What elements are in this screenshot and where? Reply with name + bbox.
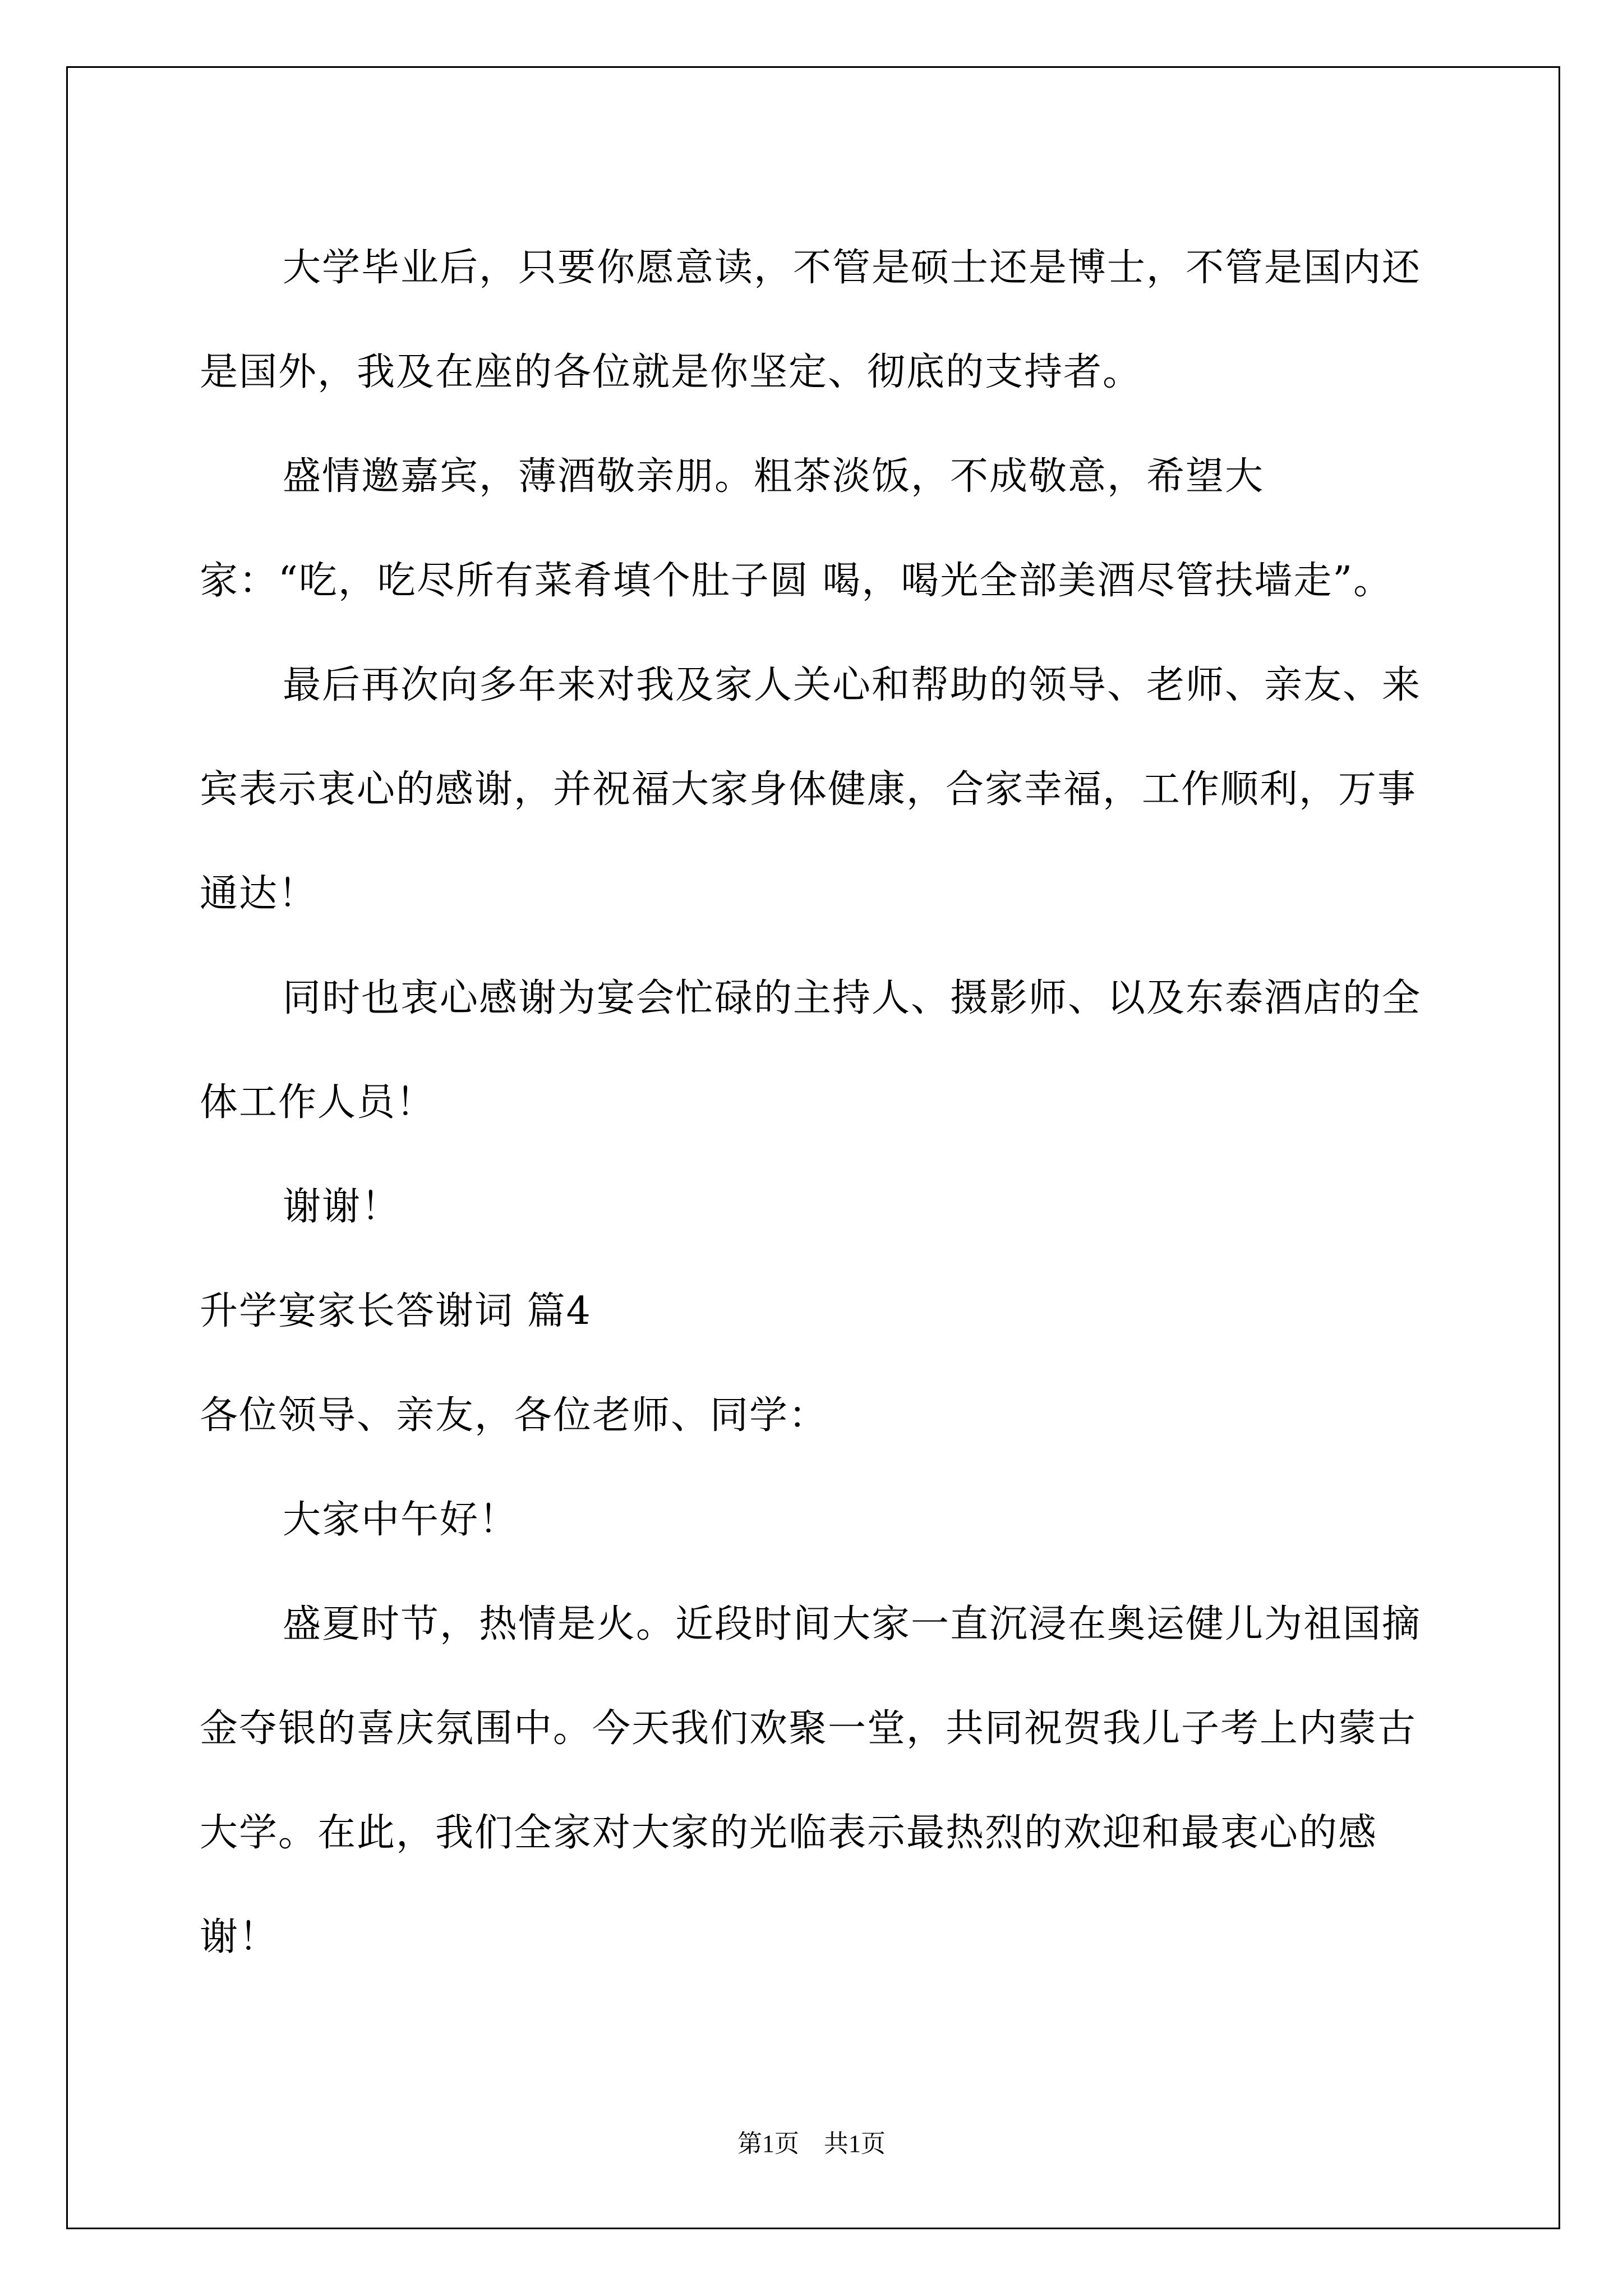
paragraph-4: 同时也衷心感谢为宴会忙碌的主持人、摄影师、以及东泰酒店的全体工作人员！ xyxy=(200,976,1422,1125)
paragraph-2: 盛情邀嘉宾，薄酒敬亲朋。粗茶淡饭，不成敬意，希望大家：“吃，吃尽所有菜肴填个肚子圆 喝，喝光全部美酒尽管扶墙走”。 xyxy=(200,454,1393,603)
paragraph-5: 谢谢！ xyxy=(283,1185,401,1229)
salutation: 各位领导、亲友，各位老师、同学： xyxy=(200,1393,828,1438)
document-body xyxy=(200,216,1433,1990)
page-total: 共1页 xyxy=(824,2130,886,2157)
greeting: 大家中午好！ xyxy=(283,1498,519,1542)
page-footer xyxy=(0,2127,1623,2161)
page-number: 第1页 xyxy=(737,2130,799,2157)
paragraph-3: 最后再次向多年来对我及家人关心和帮助的领导、老师、亲友、来宾表示衷心的感谢，并祝福大家身体健康，合家幸福，工作顺利，万事通达！ xyxy=(200,663,1422,916)
paragraph-9: 盛夏时节，热情是火。近段时间大家一直沉浸在奥运健儿为祖国摘金夺银的喜庆氛围中。今天我们欢聚一堂，共同祝贺我儿子考上内蒙古大学。在此，我们全家对大家的光临表示最热烈的欢迎和最衷心的感谢！ xyxy=(200,1602,1422,1959)
paragraph-1: 大学毕业后，只要你愿意读，不管是硕士还是博士，不管是国内还是国外，我及在座的各位就是你坚定、彻底的支持者。 xyxy=(200,246,1422,394)
section-heading: 升学宴家长答谢词 篇4 xyxy=(200,1289,592,1333)
